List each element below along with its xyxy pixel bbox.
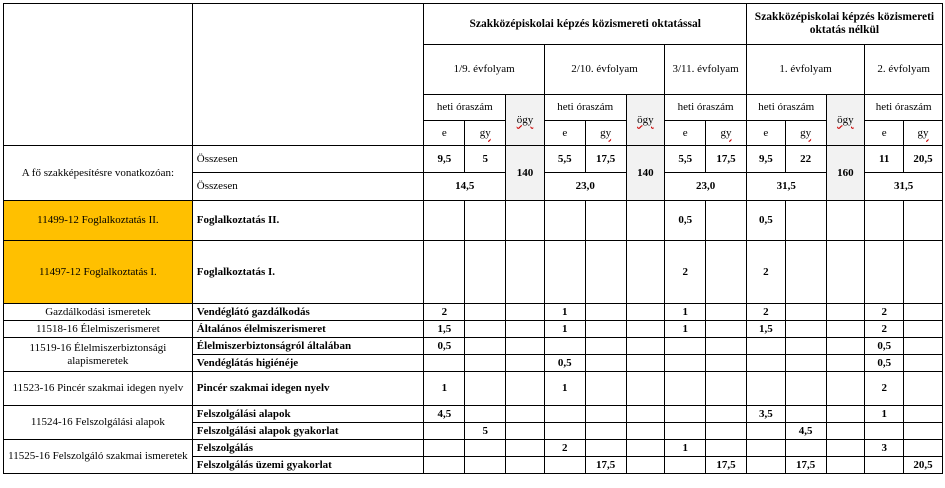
gy-label: gy bbox=[917, 126, 929, 139]
cell bbox=[904, 372, 943, 406]
cell: 2 bbox=[544, 440, 585, 457]
cell bbox=[785, 201, 826, 241]
cell bbox=[706, 440, 747, 457]
cell: 2 bbox=[865, 304, 904, 321]
cell bbox=[544, 201, 585, 241]
cell: 17,5 bbox=[785, 457, 826, 474]
cell bbox=[626, 457, 665, 474]
cell bbox=[506, 201, 545, 241]
cell: 9,5 bbox=[746, 146, 785, 173]
cell: 1 bbox=[665, 304, 706, 321]
cell: 14,5 bbox=[424, 173, 506, 201]
subject-cell: Felszolgálás bbox=[192, 440, 424, 457]
module-cell: 11524-16 Felszolgálási alapok bbox=[4, 406, 193, 440]
cell bbox=[865, 457, 904, 474]
year-header: 3/11. évfolyam bbox=[665, 45, 747, 95]
cell bbox=[544, 241, 585, 304]
cell: 5 bbox=[465, 423, 506, 440]
cell: 20,5 bbox=[904, 457, 943, 474]
cell bbox=[585, 372, 626, 406]
cell bbox=[585, 241, 626, 304]
ogy-label: ögy bbox=[637, 113, 654, 126]
cell: 0,5 bbox=[746, 201, 785, 241]
year-header: 2. évfolyam bbox=[865, 45, 943, 95]
cell: 22 bbox=[785, 146, 826, 173]
cell bbox=[904, 406, 943, 423]
cell bbox=[785, 304, 826, 321]
corner-cell bbox=[4, 4, 193, 146]
gy-label: gy bbox=[720, 126, 732, 139]
cell: 1,5 bbox=[746, 321, 785, 338]
cell bbox=[506, 457, 545, 474]
cell bbox=[506, 440, 545, 457]
summary-row-label: Összesen bbox=[192, 146, 424, 173]
cell bbox=[904, 355, 943, 372]
cell bbox=[904, 201, 943, 241]
cell bbox=[826, 355, 865, 372]
cell: 5,5 bbox=[665, 146, 706, 173]
cell bbox=[424, 457, 465, 474]
cell bbox=[585, 423, 626, 440]
cell bbox=[865, 201, 904, 241]
module-cell: 11519-16 Élelmiszerbiztonsági alapismeretek bbox=[4, 338, 193, 372]
cell bbox=[465, 355, 506, 372]
e-header: e bbox=[746, 121, 785, 146]
cell bbox=[585, 338, 626, 355]
cell: 3,5 bbox=[746, 406, 785, 423]
e-header: e bbox=[865, 121, 904, 146]
weekly-hours-header: heti óraszám bbox=[665, 95, 747, 121]
weekly-hours-header: heti óraszám bbox=[865, 95, 943, 121]
cell bbox=[785, 440, 826, 457]
cell: 17,5 bbox=[706, 457, 747, 474]
cell bbox=[865, 241, 904, 304]
cell bbox=[826, 338, 865, 355]
ogy-label: ögy bbox=[516, 113, 534, 126]
cell bbox=[626, 338, 665, 355]
cell bbox=[506, 372, 545, 406]
group-header-with-general: Szakközépiskolai képzés közismereti oktatással bbox=[424, 4, 746, 45]
cell bbox=[465, 338, 506, 355]
cell bbox=[465, 241, 506, 304]
cell bbox=[626, 201, 665, 241]
group-header-without-general: Szakközépiskolai képzés közismereti oktatás nélkül bbox=[746, 4, 942, 45]
cell bbox=[706, 355, 747, 372]
ogy-value: 140 bbox=[626, 146, 665, 201]
cell bbox=[904, 304, 943, 321]
cell: 1 bbox=[665, 321, 706, 338]
ogy-value: 140 bbox=[506, 146, 545, 201]
cell bbox=[626, 241, 665, 304]
cell: 1 bbox=[424, 372, 465, 406]
cell bbox=[424, 241, 465, 304]
cell bbox=[904, 423, 943, 440]
gy-header bbox=[904, 121, 943, 146]
ogy-header bbox=[626, 95, 665, 146]
cell: 31,5 bbox=[746, 173, 826, 201]
cell: 1 bbox=[544, 372, 585, 406]
cell bbox=[626, 355, 665, 372]
subject-cell: Foglalkoztatás II. bbox=[192, 201, 424, 241]
subject-cell: Felszolgálás üzemi gyakorlat bbox=[192, 457, 424, 474]
cell bbox=[746, 423, 785, 440]
cell bbox=[424, 355, 465, 372]
cell bbox=[706, 304, 747, 321]
cell bbox=[506, 338, 545, 355]
gy-label: gy bbox=[800, 126, 812, 139]
curriculum-table bbox=[3, 3, 943, 474]
cell bbox=[665, 372, 706, 406]
cell bbox=[826, 321, 865, 338]
cell: 1 bbox=[544, 321, 585, 338]
cell bbox=[585, 304, 626, 321]
cell bbox=[544, 457, 585, 474]
cell bbox=[785, 406, 826, 423]
cell bbox=[826, 372, 865, 406]
cell: 9,5 bbox=[424, 146, 465, 173]
cell bbox=[865, 423, 904, 440]
summary-label: A fő szakképesítésre vonatkozóan: bbox=[4, 146, 193, 201]
cell bbox=[544, 338, 585, 355]
gy-header bbox=[706, 121, 747, 146]
gy-header bbox=[585, 121, 626, 146]
cell bbox=[506, 423, 545, 440]
cell bbox=[785, 372, 826, 406]
cell: 1 bbox=[665, 440, 706, 457]
cell bbox=[465, 201, 506, 241]
cell: 2 bbox=[865, 321, 904, 338]
cell bbox=[706, 338, 747, 355]
cell bbox=[424, 423, 465, 440]
cell bbox=[626, 406, 665, 423]
cell bbox=[506, 406, 545, 423]
cell: 1,5 bbox=[424, 321, 465, 338]
cell: 0,5 bbox=[665, 201, 706, 241]
cell bbox=[826, 304, 865, 321]
cell: 23,0 bbox=[665, 173, 747, 201]
cell bbox=[626, 372, 665, 406]
cell: 17,5 bbox=[706, 146, 747, 173]
cell bbox=[506, 241, 545, 304]
cell: 4,5 bbox=[785, 423, 826, 440]
subject-cell: Felszolgálási alapok bbox=[192, 406, 424, 423]
ogy-header bbox=[506, 95, 545, 146]
module-cell: 11518-16 Élelmiszerismeret bbox=[4, 321, 193, 338]
cell bbox=[585, 355, 626, 372]
module-cell: 11499-12 Foglalkoztatás II. bbox=[4, 201, 193, 241]
cell: 11 bbox=[865, 146, 904, 173]
cell bbox=[826, 423, 865, 440]
cell bbox=[665, 406, 706, 423]
cell bbox=[785, 241, 826, 304]
cell bbox=[826, 440, 865, 457]
cell: 0,5 bbox=[865, 338, 904, 355]
cell bbox=[826, 406, 865, 423]
cell bbox=[706, 406, 747, 423]
cell bbox=[665, 457, 706, 474]
weekly-hours-header: heti óraszám bbox=[544, 95, 626, 121]
cell bbox=[465, 440, 506, 457]
cell: 2 bbox=[424, 304, 465, 321]
subject-cell: Felszolgálási alapok gyakorlat bbox=[192, 423, 424, 440]
cell bbox=[506, 355, 545, 372]
cell: 2 bbox=[865, 372, 904, 406]
subject-cell: Vendéglátás higiénéje bbox=[192, 355, 424, 372]
cell bbox=[465, 372, 506, 406]
e-header: e bbox=[665, 121, 706, 146]
cell bbox=[746, 338, 785, 355]
year-header: 1/9. évfolyam bbox=[424, 45, 544, 95]
cell bbox=[706, 321, 747, 338]
cell: 2 bbox=[746, 304, 785, 321]
corner-cell-2 bbox=[192, 4, 424, 146]
year-header: 1. évfolyam bbox=[746, 45, 864, 95]
module-cell: Gazdálkodási ismeretek bbox=[4, 304, 193, 321]
cell: 23,0 bbox=[544, 173, 626, 201]
cell bbox=[706, 201, 747, 241]
cell bbox=[904, 338, 943, 355]
gy-header bbox=[465, 121, 506, 146]
module-cell: 11497-12 Foglalkoztatás I. bbox=[4, 241, 193, 304]
cell bbox=[626, 423, 665, 440]
cell bbox=[465, 321, 506, 338]
cell bbox=[904, 321, 943, 338]
cell bbox=[585, 440, 626, 457]
gy-header bbox=[785, 121, 826, 146]
weekly-hours-header: heti óraszám bbox=[746, 95, 826, 121]
e-header: e bbox=[424, 121, 465, 146]
subject-cell: Foglalkoztatás I. bbox=[192, 241, 424, 304]
cell: 5 bbox=[465, 146, 506, 173]
weekly-hours-header: heti óraszám bbox=[424, 95, 506, 121]
cell bbox=[506, 321, 545, 338]
ogy-value: 160 bbox=[826, 146, 865, 201]
cell bbox=[746, 457, 785, 474]
cell bbox=[746, 355, 785, 372]
cell: 0,5 bbox=[865, 355, 904, 372]
cell: 2 bbox=[746, 241, 785, 304]
gy-label: gy bbox=[600, 126, 612, 139]
cell bbox=[746, 372, 785, 406]
year-header: 2/10. évfolyam bbox=[544, 45, 664, 95]
cell bbox=[904, 440, 943, 457]
summary-row-label: Összesen bbox=[192, 173, 424, 201]
cell: 17,5 bbox=[585, 457, 626, 474]
cell bbox=[785, 321, 826, 338]
cell: 1 bbox=[544, 304, 585, 321]
cell: 31,5 bbox=[865, 173, 943, 201]
cell bbox=[585, 321, 626, 338]
cell: 0,5 bbox=[424, 338, 465, 355]
cell bbox=[665, 423, 706, 440]
module-cell: 11525-16 Felszolgáló szakmai ismeretek bbox=[4, 440, 193, 474]
cell bbox=[424, 201, 465, 241]
cell: 2 bbox=[665, 241, 706, 304]
cell: 0,5 bbox=[544, 355, 585, 372]
cell bbox=[626, 440, 665, 457]
ogy-header bbox=[826, 95, 865, 146]
cell bbox=[506, 304, 545, 321]
cell bbox=[826, 457, 865, 474]
cell bbox=[424, 440, 465, 457]
cell: 3 bbox=[865, 440, 904, 457]
cell: 1 bbox=[865, 406, 904, 423]
cell: 5,5 bbox=[544, 146, 585, 173]
cell bbox=[706, 372, 747, 406]
subject-cell: Élelmiszerbiztonságról általában bbox=[192, 338, 424, 355]
cell bbox=[585, 201, 626, 241]
cell bbox=[544, 406, 585, 423]
cell bbox=[826, 241, 865, 304]
subject-cell: Általános élelmiszerismeret bbox=[192, 321, 424, 338]
cell bbox=[544, 423, 585, 440]
cell: 17,5 bbox=[585, 146, 626, 173]
cell bbox=[706, 241, 747, 304]
cell bbox=[626, 304, 665, 321]
cell bbox=[626, 321, 665, 338]
e-header: e bbox=[544, 121, 585, 146]
cell bbox=[585, 406, 626, 423]
ogy-label: ögy bbox=[837, 113, 854, 126]
cell bbox=[465, 406, 506, 423]
cell bbox=[904, 241, 943, 304]
cell bbox=[665, 355, 706, 372]
cell bbox=[665, 338, 706, 355]
cell: 20,5 bbox=[904, 146, 943, 173]
gy-label: gy bbox=[479, 126, 491, 139]
cell: 4,5 bbox=[424, 406, 465, 423]
cell bbox=[465, 457, 506, 474]
cell bbox=[706, 423, 747, 440]
cell bbox=[785, 338, 826, 355]
cell bbox=[465, 304, 506, 321]
cell bbox=[785, 355, 826, 372]
subject-cell: Vendéglátó gazdálkodás bbox=[192, 304, 424, 321]
module-cell: 11523-16 Pincér szakmai idegen nyelv bbox=[4, 372, 193, 406]
subject-cell: Pincér szakmai idegen nyelv bbox=[192, 372, 424, 406]
cell bbox=[826, 201, 865, 241]
cell bbox=[746, 440, 785, 457]
